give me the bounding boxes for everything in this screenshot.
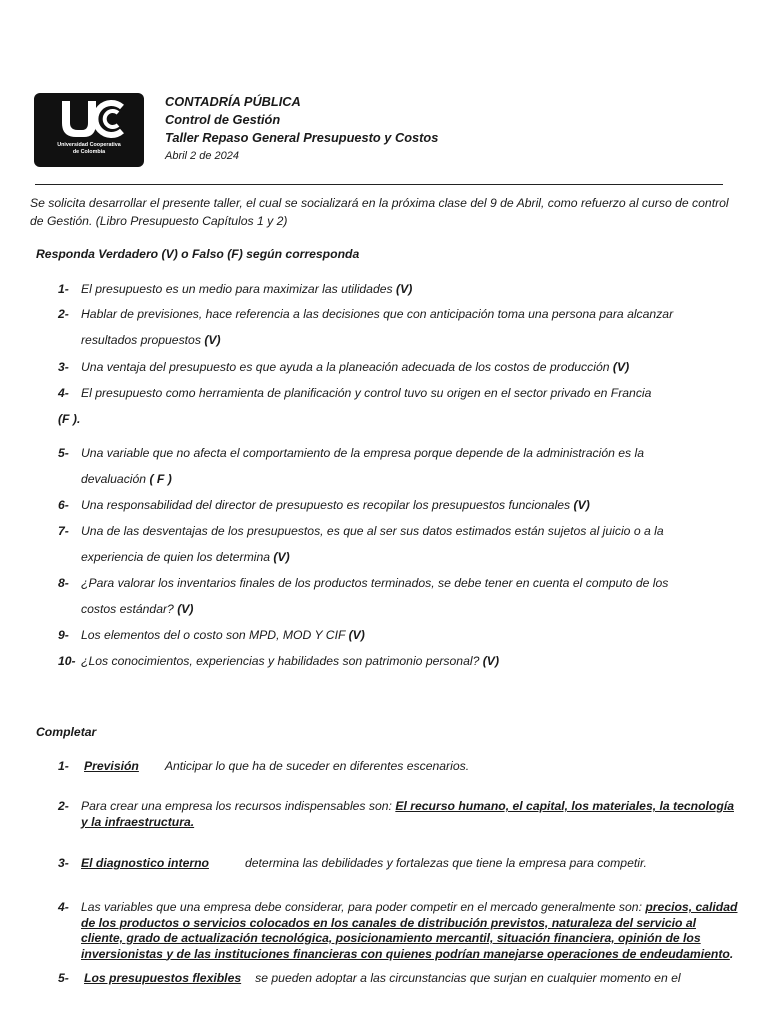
complete-item	[58, 971, 748, 987]
complete-item	[58, 900, 738, 962]
question-number: 4-	[58, 386, 69, 400]
tf-question	[58, 622, 738, 648]
logo-caption	[40, 142, 138, 155]
tf-question	[58, 492, 738, 518]
question-answer: (V)	[482, 654, 499, 668]
item-answer: El diagnostico interno	[81, 856, 209, 870]
question-number: 3-	[58, 360, 69, 374]
ucc-emblem-icon	[34, 93, 144, 143]
question-number: 5-	[58, 446, 69, 460]
question-answer: (V)	[273, 550, 290, 564]
tf-section-title: Responda Verdadero (V) o Falso (F) según corresponda	[36, 247, 360, 261]
item-answer: Previsión	[84, 759, 139, 773]
question-text: Los elementos del o costo son MPD, MOD Y CIF	[81, 628, 349, 642]
item-text: determina las debilidades y fortalezas que tiene la empresa para competir.	[244, 856, 647, 870]
tf-question	[58, 440, 688, 492]
question-text: ¿Los conocimientos, experiencias y habilidades son patrimonio personal?	[81, 654, 483, 668]
question-answer: (V)	[348, 628, 365, 642]
tf-question	[58, 354, 738, 380]
item-number: 2-	[58, 799, 69, 813]
item-text: Las variables que una empresa debe considerar, para poder competir en el mercado generalmente son:	[81, 900, 646, 914]
complete-section-title: Completar	[36, 725, 97, 739]
logo-line-1: Universidad Cooperativa	[57, 142, 121, 148]
question-number: 6-	[58, 498, 69, 512]
tf-question	[58, 276, 738, 302]
item-number: 5-	[58, 971, 69, 985]
header-divider	[35, 184, 723, 185]
question-answer: (V)	[204, 333, 221, 347]
item-answer: Los presupuestos flexibles	[84, 971, 242, 985]
intro-paragraph: Se solicita desarrollar el presente taller, el cual se socializará en la próxima clase del 9 de Abril, como refuerzo al curso de control de Gestión. (Libro Presupuesto Capítulos 1 y 2)	[30, 196, 729, 228]
course-name: Control de Gestión	[165, 112, 281, 127]
item-number: 4-	[58, 900, 69, 914]
university-logo	[34, 93, 144, 167]
question-answer: (V)	[177, 602, 194, 616]
document-date: Abril 2 de 2024	[165, 150, 239, 162]
question-text: Hablar de previsiones, hace referencia a las decisiones que con anticipación toma una persona para alcanzar resultados propuestos	[81, 307, 674, 347]
program-name: CONTADRÍA PÚBLICA	[165, 94, 301, 109]
item-text: se pueden adoptar a las circunstancias que surjan en cualquier momento en el	[255, 971, 681, 985]
item-number: 3-	[58, 856, 69, 870]
item-answer: El recurso humano, el capital, los materiales, la tecnología y la infraestructura.	[81, 799, 734, 829]
question-text: El presupuesto como herramienta de planificación y control tuvo su origen en el sector privado en Francia	[81, 386, 652, 400]
complete-item	[58, 799, 744, 830]
question-number: 1-	[58, 282, 69, 296]
question-answer: (F ).	[58, 412, 81, 426]
tf-question	[58, 570, 698, 622]
tf-answer-line	[58, 406, 738, 432]
tf-question	[58, 648, 738, 674]
question-answer: (V)	[573, 498, 590, 512]
question-number: 2-	[58, 307, 69, 321]
item-text: Para crear una empresa los recursos indispensables son:	[81, 799, 396, 813]
question-number: 7-	[58, 524, 69, 538]
complete-item	[58, 856, 748, 872]
tf-question	[58, 301, 688, 353]
tf-question	[58, 518, 688, 570]
item-answer: precios, calidad de los productos o servicios colocados en los canales de distribución previstos, naturaleza del servicio al cliente, grado de actualización tecnológica, posicionamiento mercantil, situación financiera, opinión de los inversionistas y de las instituciones financieras con quienes podrían manejarse operaciones de endeudamiento	[81, 900, 738, 961]
document-title: Taller Repaso General Presupuesto y Costos	[165, 130, 439, 145]
question-text: Una de las desventajas de los presupuestos, es que al ser sus datos estimados están sujetos al juicio o a la experiencia de quien los determina	[81, 524, 664, 564]
question-number: 9-	[58, 628, 69, 642]
item-tail: .	[729, 946, 734, 961]
question-text: Una responsabilidad del director de presupuesto es recopilar los presupuestos funcionales	[81, 498, 574, 512]
question-answer: (V)	[396, 282, 413, 296]
question-number: 8-	[58, 576, 69, 590]
logo-line-2: de Colombia	[72, 148, 106, 155]
tf-question	[58, 380, 738, 406]
question-text: ¿Para valorar los inventarios finales de los productos terminados, se debe tener en cuenta el computo de los costos estándar?	[81, 576, 669, 616]
question-text: Una variable que no afecta el comportamiento de la empresa porque depende de la administración es la devaluación	[81, 446, 645, 486]
question-text: Una ventaja del presupuesto es que ayuda a la planeación adecuada de los costos de producción	[81, 360, 613, 374]
document-header	[165, 93, 438, 165]
item-text: Anticipar lo que ha de suceder en diferentes escenarios.	[164, 759, 470, 773]
question-text: El presupuesto es un medio para maximizar las utilidades	[81, 282, 397, 296]
question-number: 10-	[58, 654, 76, 668]
question-answer: (V)	[612, 360, 630, 374]
complete-item	[58, 759, 748, 775]
question-answer: ( F )	[149, 472, 172, 486]
item-number: 1-	[58, 759, 69, 773]
